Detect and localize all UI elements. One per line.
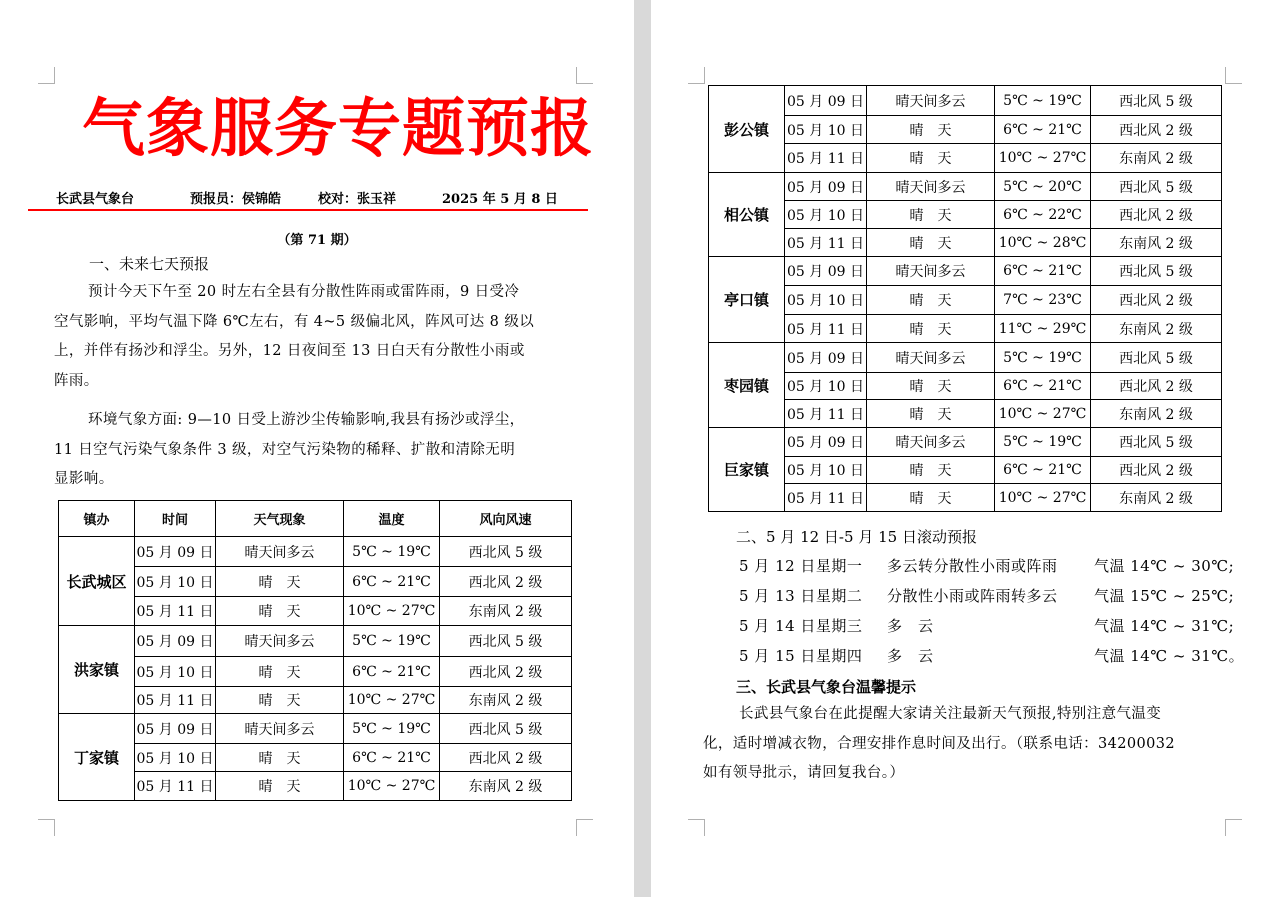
rolling-forecast-line bbox=[739, 615, 1235, 635]
wind-cell: 东南风 2 级 bbox=[1091, 400, 1222, 428]
wind-cell: 东南风 2 级 bbox=[440, 772, 572, 801]
table-row bbox=[709, 400, 1222, 428]
date-cell: 05 月 11 日 bbox=[135, 772, 216, 801]
date-cell: 05 月 09 日 bbox=[135, 537, 216, 567]
town-name: 洪家镇 bbox=[59, 626, 135, 714]
date-cell: 05 月 11 日 bbox=[785, 400, 867, 428]
wind-cell: 西北风 5 级 bbox=[1091, 428, 1222, 457]
table-row bbox=[59, 687, 572, 714]
table-row bbox=[59, 597, 572, 626]
rolling-weather: 多云转分散性小雨或阵雨 bbox=[887, 557, 1058, 575]
column-header: 时间 bbox=[135, 501, 216, 537]
temperature-cell: 6℃ ~ 21℃ bbox=[995, 257, 1091, 286]
town-name: 相公镇 bbox=[709, 173, 785, 257]
rolling-temperature: 气温 14℃ ~ 31℃; bbox=[1094, 617, 1235, 635]
temperature-cell: 5℃ ~ 19℃ bbox=[995, 86, 1091, 116]
table-row bbox=[709, 201, 1222, 229]
wind-cell: 西北风 5 级 bbox=[440, 537, 572, 567]
weather-cell: 晴天间多云 bbox=[867, 173, 995, 201]
date-cell: 05 月 11 日 bbox=[785, 144, 867, 173]
paragraph-line: 长武县气象台在此提醒大家请关注最新天气预报,特别注意气温变 bbox=[739, 706, 1162, 722]
crop-mark bbox=[688, 67, 705, 84]
crop-mark bbox=[1225, 819, 1242, 836]
table-row bbox=[709, 116, 1222, 144]
weather-cell: 晴 天 bbox=[867, 484, 995, 512]
wind-cell: 西北风 2 级 bbox=[440, 657, 572, 687]
crop-mark bbox=[1225, 67, 1242, 84]
byline-forecaster: 预报员：侯锦皓 bbox=[190, 192, 282, 207]
paragraph-line: 如有领导批示，请回复我台。） bbox=[703, 765, 905, 781]
weather-cell: 晴 天 bbox=[867, 373, 995, 400]
byline-checker: 校对：张玉祥 bbox=[318, 192, 397, 207]
crop-mark bbox=[576, 819, 593, 836]
column-header: 风向风速 bbox=[440, 501, 572, 537]
rolling-weather: 分散性小雨或阵雨转多云 bbox=[887, 587, 1058, 605]
weather-cell: 晴 天 bbox=[216, 657, 344, 687]
date-cell: 05 月 10 日 bbox=[135, 657, 216, 687]
weather-cell: 晴天间多云 bbox=[867, 343, 995, 373]
table-row bbox=[709, 428, 1222, 457]
temperature-cell: 5℃ ~ 19℃ bbox=[995, 428, 1091, 457]
rolling-temperature: 气温 14℃ ~ 30℃; bbox=[1094, 557, 1235, 575]
crop-mark bbox=[38, 67, 55, 84]
date-cell: 05 月 10 日 bbox=[785, 116, 867, 144]
rolling-temperature: 气温 15℃ ~ 25℃; bbox=[1094, 587, 1235, 605]
town-name: 彭公镇 bbox=[709, 86, 785, 173]
tip-paragraph bbox=[703, 700, 1175, 789]
date-cell: 05 月 09 日 bbox=[785, 343, 867, 373]
column-header: 天气现象 bbox=[216, 501, 344, 537]
date-cell: 05 月 11 日 bbox=[785, 229, 867, 257]
column-header: 镇办 bbox=[59, 501, 135, 537]
date-cell: 05 月 11 日 bbox=[135, 597, 216, 626]
table-row bbox=[59, 744, 572, 772]
wind-cell: 西北风 2 级 bbox=[1091, 373, 1222, 400]
temperature-cell: 10℃ ~ 27℃ bbox=[995, 400, 1091, 428]
temperature-cell: 6℃ ~ 21℃ bbox=[995, 373, 1091, 400]
red-divider bbox=[28, 209, 588, 211]
weather-cell: 晴 天 bbox=[216, 687, 344, 714]
date-cell: 05 月 09 日 bbox=[135, 626, 216, 657]
weather-cell: 晴 天 bbox=[867, 315, 995, 343]
table-header-row bbox=[59, 501, 572, 537]
date-cell: 05 月 09 日 bbox=[785, 173, 867, 201]
table-row bbox=[709, 86, 1222, 116]
rolling-day: 5 月 14 日星期三 bbox=[739, 617, 863, 635]
wind-cell: 西北风 5 级 bbox=[1091, 343, 1222, 373]
temperature-cell: 6℃ ~ 21℃ bbox=[344, 744, 440, 772]
rolling-forecast-line bbox=[739, 585, 1235, 605]
wind-cell: 东南风 2 级 bbox=[1091, 484, 1222, 512]
table-row bbox=[709, 286, 1222, 315]
date-cell: 05 月 10 日 bbox=[785, 286, 867, 315]
wind-cell: 东南风 2 级 bbox=[1091, 144, 1222, 173]
weather-cell: 晴 天 bbox=[867, 116, 995, 144]
table-row bbox=[59, 537, 572, 567]
table-row bbox=[709, 457, 1222, 484]
temperature-cell: 6℃ ~ 21℃ bbox=[995, 116, 1091, 144]
weather-cell: 晴天间多云 bbox=[867, 86, 995, 116]
table-row bbox=[709, 315, 1222, 343]
weather-cell: 晴天间多云 bbox=[216, 626, 344, 657]
rolling-day: 5 月 15 日星期四 bbox=[739, 647, 863, 665]
temperature-cell: 6℃ ~ 21℃ bbox=[344, 657, 440, 687]
temperature-cell: 10℃ ~ 27℃ bbox=[344, 597, 440, 626]
wind-cell: 东南风 2 级 bbox=[440, 597, 572, 626]
date-cell: 05 月 10 日 bbox=[785, 201, 867, 229]
rolling-day: 5 月 13 日星期二 bbox=[739, 587, 863, 605]
weather-cell: 晴 天 bbox=[867, 201, 995, 229]
date-cell: 05 月 11 日 bbox=[135, 687, 216, 714]
temperature-cell: 10℃ ~ 27℃ bbox=[344, 687, 440, 714]
paragraph-line: 11 日空气污染气象条件 3 级，对空气污染物的稀释、扩散和清除无明 bbox=[54, 441, 516, 458]
temperature-cell: 7℃ ~ 23℃ bbox=[995, 286, 1091, 315]
date-cell: 05 月 10 日 bbox=[135, 567, 216, 597]
town-name: 长武城区 bbox=[59, 537, 135, 626]
paragraph-line: 显影响。 bbox=[54, 471, 114, 487]
environment-paragraph bbox=[54, 406, 525, 495]
table-row bbox=[709, 257, 1222, 286]
rolling-weather: 多 云 bbox=[887, 647, 934, 665]
date-cell: 05 月 11 日 bbox=[785, 484, 867, 512]
weather-cell: 晴 天 bbox=[867, 457, 995, 484]
column-header: 温度 bbox=[344, 501, 440, 537]
wind-cell: 东南风 2 级 bbox=[1091, 229, 1222, 257]
wind-cell: 西北风 2 级 bbox=[1091, 116, 1222, 144]
paragraph-line: 预计今天下午至 20 时左右全县有分散性阵雨或雷阵雨，9 日受冷 bbox=[88, 284, 520, 300]
wind-cell: 西北风 2 级 bbox=[440, 744, 572, 772]
temperature-cell: 6℃ ~ 21℃ bbox=[344, 567, 440, 597]
town-name: 巨家镇 bbox=[709, 428, 785, 512]
weather-cell: 晴 天 bbox=[216, 597, 344, 626]
table-row bbox=[709, 173, 1222, 201]
town-name: 枣园镇 bbox=[709, 343, 785, 428]
weather-cell: 晴 天 bbox=[216, 772, 344, 801]
date-cell: 05 月 10 日 bbox=[785, 457, 867, 484]
wind-cell: 西北风 2 级 bbox=[1091, 286, 1222, 315]
town-forecast-table-continued bbox=[708, 85, 1222, 512]
issue-number: （第 71 期） bbox=[277, 233, 357, 248]
page-gap bbox=[634, 0, 651, 897]
temperature-cell: 10℃ ~ 27℃ bbox=[995, 484, 1091, 512]
temperature-cell: 6℃ ~ 22℃ bbox=[995, 201, 1091, 229]
weather-cell: 晴 天 bbox=[867, 144, 995, 173]
temperature-cell: 5℃ ~ 19℃ bbox=[344, 626, 440, 657]
section-heading-3: 三、长武县气象台温馨提示 bbox=[736, 678, 917, 696]
temperature-cell: 10℃ ~ 27℃ bbox=[344, 772, 440, 801]
crop-mark bbox=[38, 819, 55, 836]
table-row bbox=[59, 772, 572, 801]
byline-date: 2025 年 5 月 8 日 bbox=[442, 192, 558, 207]
wind-cell: 西北风 5 级 bbox=[440, 714, 572, 744]
rolling-weather: 多 云 bbox=[887, 617, 934, 635]
paragraph-line: 阵雨。 bbox=[54, 372, 99, 389]
forecast-paragraph bbox=[54, 278, 534, 396]
table-row bbox=[59, 657, 572, 687]
table-row bbox=[709, 229, 1222, 257]
table-row bbox=[709, 484, 1222, 512]
temperature-cell: 10℃ ~ 27℃ bbox=[995, 144, 1091, 173]
rolling-forecast-line bbox=[739, 645, 1245, 665]
crop-mark bbox=[688, 819, 705, 836]
weather-cell: 晴 天 bbox=[867, 229, 995, 257]
table-row bbox=[59, 567, 572, 597]
date-cell: 05 月 10 日 bbox=[135, 744, 216, 772]
date-cell: 05 月 09 日 bbox=[785, 86, 867, 116]
temperature-cell: 5℃ ~ 19℃ bbox=[995, 343, 1091, 373]
wind-cell: 西北风 5 级 bbox=[1091, 173, 1222, 201]
date-cell: 05 月 09 日 bbox=[785, 257, 867, 286]
wind-cell: 东南风 2 级 bbox=[440, 687, 572, 714]
temperature-cell: 5℃ ~ 19℃ bbox=[344, 714, 440, 744]
paragraph-line: 环境气象方面: 9—10 日受上游沙尘传输影响,我县有扬沙或浮尘， bbox=[88, 412, 525, 428]
wind-cell: 西北风 2 级 bbox=[440, 567, 572, 597]
wind-cell: 西北风 2 级 bbox=[1091, 201, 1222, 229]
wind-cell: 西北风 2 级 bbox=[1091, 457, 1222, 484]
table-row bbox=[59, 714, 572, 744]
date-cell: 05 月 10 日 bbox=[785, 373, 867, 400]
weather-cell: 晴天间多云 bbox=[867, 257, 995, 286]
weather-cell: 晴 天 bbox=[867, 400, 995, 428]
date-cell: 05 月 09 日 bbox=[785, 428, 867, 457]
page-2 bbox=[651, 0, 1286, 897]
wind-cell: 西北风 5 级 bbox=[440, 626, 572, 657]
date-cell: 05 月 09 日 bbox=[135, 714, 216, 744]
weather-cell: 晴天间多云 bbox=[867, 428, 995, 457]
byline-org: 长武县气象台 bbox=[56, 192, 135, 207]
paragraph-line: 上，并伴有扬沙和浮尘。另外，12 日夜间至 13 日白天有分散性小雨或 bbox=[54, 343, 525, 359]
date-cell: 05 月 11 日 bbox=[785, 315, 867, 343]
weather-cell: 晴天间多云 bbox=[216, 714, 344, 744]
town-forecast-table bbox=[58, 500, 572, 801]
table-row bbox=[709, 343, 1222, 373]
wind-cell: 西北风 5 级 bbox=[1091, 257, 1222, 286]
document-title: 气象服务专题预报 bbox=[82, 91, 594, 165]
town-name: 亭口镇 bbox=[709, 257, 785, 343]
temperature-cell: 11℃ ~ 29℃ bbox=[995, 315, 1091, 343]
weather-cell: 晴天间多云 bbox=[216, 537, 344, 567]
table-row bbox=[709, 373, 1222, 400]
wind-cell: 东南风 2 级 bbox=[1091, 315, 1222, 343]
weather-cell: 晴 天 bbox=[216, 567, 344, 597]
wind-cell: 西北风 5 级 bbox=[1091, 86, 1222, 116]
temperature-cell: 5℃ ~ 20℃ bbox=[995, 173, 1091, 201]
section-heading-1: 一、未来七天预报 bbox=[89, 255, 210, 273]
paragraph-line: 化，适时增减衣物，合理安排作息时间及出行。（联系电话：34200032 bbox=[703, 735, 1176, 752]
section-heading-2: 二、5 月 12 日-5 月 15 日滚动预报 bbox=[736, 528, 977, 546]
weather-cell: 晴 天 bbox=[216, 744, 344, 772]
weather-cell: 晴 天 bbox=[867, 286, 995, 315]
town-name: 丁家镇 bbox=[59, 714, 135, 801]
rolling-forecast-line bbox=[739, 555, 1235, 575]
table-row bbox=[709, 144, 1222, 173]
paragraph-line: 空气影响，平均气温下降 6℃左右，有 4~5 级偏北风，阵风可达 8 级以 bbox=[54, 313, 535, 330]
rolling-day: 5 月 12 日星期一 bbox=[739, 557, 863, 575]
temperature-cell: 6℃ ~ 21℃ bbox=[995, 457, 1091, 484]
temperature-cell: 5℃ ~ 19℃ bbox=[344, 537, 440, 567]
page-1 bbox=[0, 0, 634, 897]
rolling-temperature: 气温 14℃ ~ 31℃。 bbox=[1094, 647, 1245, 665]
table-row bbox=[59, 626, 572, 657]
temperature-cell: 10℃ ~ 28℃ bbox=[995, 229, 1091, 257]
